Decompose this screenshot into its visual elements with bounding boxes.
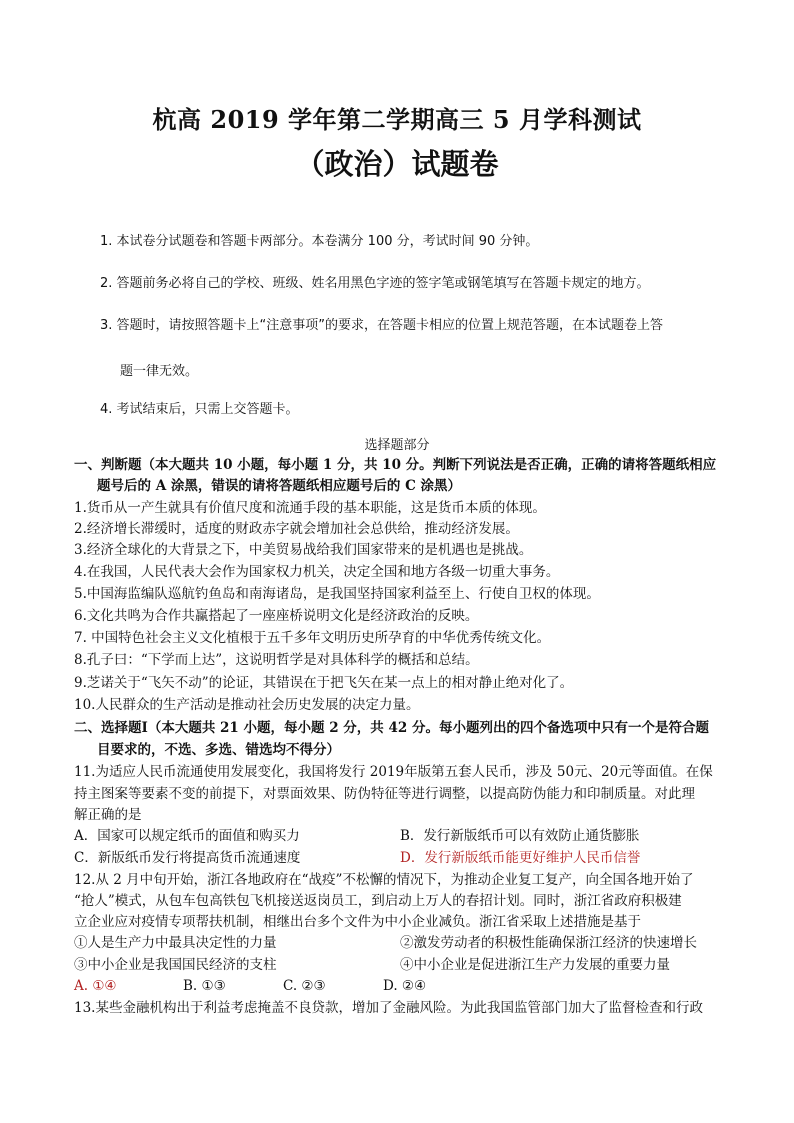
q12-stem-3: 立企业应对疫情专项帮扶机制，相继出台多个文件为中小企业减负。浙江省采取上述措施是基于 bbox=[74, 914, 641, 930]
part2-heading: 二、选择题Ⅰ（本大题共 21 小题，每小题 2 分，共 42 分。每小题列出的四个备选项中只有一个是符合题 bbox=[74, 720, 709, 736]
section-title: 选择题部分 bbox=[364, 438, 430, 453]
part1-heading-cont: 题号后的 A 涂黑，错误的请将答题纸相应题号后的 C 涂黑） bbox=[97, 478, 462, 494]
q12-option-b: B. ①③ bbox=[183, 978, 226, 994]
q12-item-3: ③中小企业是我国国民经济的支柱 bbox=[74, 957, 277, 973]
question-6: 6.文化共鸣为合作共赢搭起了一座座桥说明文化是经济政治的反映。 bbox=[74, 608, 479, 624]
notice-3-cont: 题一律无效。 bbox=[120, 364, 199, 379]
q12-option-c: C. ②③ bbox=[283, 978, 326, 994]
part2-heading-cont: 目要求的，不选、多选、错选均不得分） bbox=[97, 742, 340, 758]
question-5: 5.中国海监编队巡航钓鱼岛和南海诸岛，是我国坚持国家利益至上、行使自卫权的体现。 bbox=[74, 586, 600, 602]
question-10: 10.人民群众的生产活动是推动社会历史发展的决定力量。 bbox=[74, 697, 420, 713]
q11-stem-3: 解正确的是 bbox=[74, 807, 142, 823]
notice-1: 1. 本试卷分试题卷和答题卡两部分。本卷满分 100 分，考试时间 90 分钟。 bbox=[100, 234, 539, 249]
q11-option-b: B．发行新版纸币可以有效防止通货膨胀 bbox=[400, 828, 640, 844]
q12-stem-1: 12.从 2 月中旬开始，浙江各地政府在“战疫”不松懈的情况下，为推动企业复工复产，向全国各地开始了 bbox=[74, 872, 694, 888]
exam-title: 杭高 2019 学年第二学期高三 5 月学科测试 bbox=[152, 105, 642, 134]
q11-option-a: A．国家可以规定纸币的面值和购买力 bbox=[74, 828, 300, 844]
question-1: 1.货币从一产生就具有价值尺度和流通手段的基本职能，这是货币本质的体现。 bbox=[74, 500, 546, 516]
q11-option-c: C．新版纸币发行将提高货币流通速度 bbox=[74, 850, 301, 866]
q12-item-2: ②激发劳动者的积极性能确保浙江经济的快速增长 bbox=[400, 935, 697, 951]
q13-stem-1: 13.某些金融机构出于利益考虑掩盖不良贷款，增加了金融风险。为此我国监管部门加大了监督检查和行政 bbox=[74, 1000, 703, 1016]
q12-item-1: ①人是生产力中最具决定性的力量 bbox=[74, 935, 277, 951]
question-9: 9.芝诺关于“飞矢不动”的论证，其错误在于把飞矢在某一点上的相对静止绝对化了。 bbox=[74, 675, 574, 691]
question-7: 7. 中国特色社会主义文化植根于五千多年文明历史所孕育的中华优秀传统文化。 bbox=[74, 630, 551, 646]
q11-option-d: D．发行新版纸币能更好维护人民币信誉 bbox=[400, 850, 641, 866]
question-8: 8.孔子曰：“下学而上达”，这说明哲学是对具体科学的概括和总结。 bbox=[74, 652, 479, 668]
q12-option-d: D. ②④ bbox=[383, 978, 427, 994]
question-2: 2.经济增长滞缓时，适度的财政赤字就会增加社会总供给，推动经济发展。 bbox=[74, 521, 519, 537]
q12-option-a: A. ①④ bbox=[74, 978, 117, 994]
question-3: 3.经济全球化的大背景之下，中美贸易战给我们国家带来的是机遇也是挑战。 bbox=[74, 542, 533, 558]
part1-heading: 一、判断题（本大题共 10 小题，每小题 1 分，共 10 分。判断下列说法是否正确，正确的请将答题纸相应 bbox=[74, 457, 717, 473]
q12-stem-2: “抢人”模式，从包车包高铁包飞机接送返岗员工，到启动上万人的春招计划。同时，浙江省政府积极建 bbox=[74, 893, 682, 909]
q12-item-4: ④中小企业是促进浙江生产力发展的重要力量 bbox=[400, 957, 670, 973]
exam-subtitle: （政治）试题卷 bbox=[295, 147, 499, 181]
notice-3: 3. 答题时，请按照答题卡上“注意事项”的要求，在答题卡相应的位置上规范答题，在本试题卷上答 bbox=[100, 318, 664, 333]
question-4: 4.在我国，人民代表大会作为国家权力机关，决定全国和地方各级一切重大事务。 bbox=[74, 564, 560, 580]
q11-stem-2: 持主图案等要素不变的前提下，对票面效果、防伪特征等进行调整，以提高防伪能力和印制质量。对此理 bbox=[74, 786, 695, 802]
notice-4: 4. 考试结束后，只需上交答题卡。 bbox=[100, 402, 299, 417]
notice-2: 2. 答题前务必将自己的学校、班级、姓名用黑色字迹的签字笔或钢笔填写在答题卡规定的地方。 bbox=[100, 276, 650, 291]
q11-stem-1: 11.为适应人民币流通使用发展变化，我国将发行 2019年版第五套人民币，涉及 50元、20元等面值。在保 bbox=[74, 764, 713, 780]
